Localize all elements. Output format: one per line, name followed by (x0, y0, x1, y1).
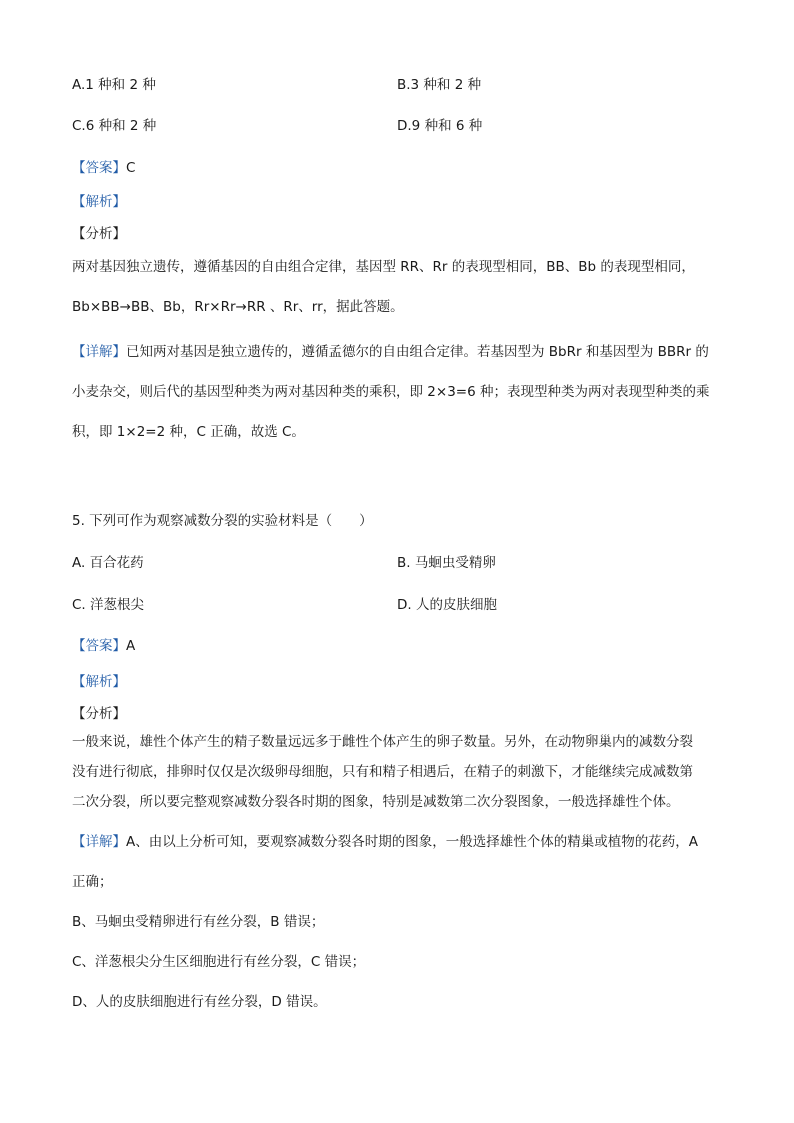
answer-value: A (126, 638, 136, 654)
answer-value: C (126, 160, 136, 176)
q4-fenxi-text (72, 247, 724, 327)
q5-option-d: D. 人的皮肤细胞 (397, 597, 497, 613)
q5-analysis-tag: 【解析】 (72, 674, 126, 690)
answer-tag: 【答案】 (72, 638, 126, 654)
q4-answer (72, 156, 135, 176)
answer-tag: 【答案】 (72, 160, 126, 176)
q5-detail-line: 【详解】A、由以上分析可知，要观察减数分裂各时期的图象，一般选择雄性个体的精巢或植物的花药，A (72, 834, 698, 850)
q5-detail-line: B、马蛔虫受精卵进行有丝分裂，B 错误； (72, 914, 325, 930)
q4-detail-line: 积，即 1×2=2 种，C 正确，故选 C。 (72, 424, 305, 440)
q5-answer (72, 634, 135, 654)
q4-option-a: A.1 种和 2 种 (72, 77, 156, 93)
q5-detail-line: C、洋葱根尖分生区细胞进行有丝分裂，C 错误； (72, 954, 366, 970)
detail-tag: 【详解】 (72, 344, 126, 360)
q4-option-b: B.3 种和 2 种 (397, 77, 482, 93)
q4-fenxi-line: Bb×BB→BB、Bb，Rr×Rr→RR 、Rr、rr，据此答题。 (72, 299, 404, 315)
q5-fenxi-line: 没有进行彻底，排卵时仅仅是次级卵母细胞，只有和精子相遇后，在精子的刺激下，才能继续完成减数第 (72, 764, 693, 780)
q4-detail (72, 332, 724, 452)
q5-option-b: B. 马蛔虫受精卵 (397, 555, 496, 571)
q4-detail-line: 小麦杂交，则后代的基因型种类为两对基因种类的乘积，即 2×3=6 种；表现型种类为两对表现型种类的乘 (72, 384, 710, 400)
q5-fenxi-line: 二次分裂，所以要完整观察减数分裂各时期的图象，特别是减数第二次分裂图象，一般选择雄性个体。 (72, 794, 680, 810)
q5-fenxi-line: 一般来说，雄性个体产生的精子数量远远多于雌性个体产生的卵子数量。另外，在动物卵巢内的减数分裂 (72, 734, 693, 750)
q4-detail-line: 【详解】已知两对基因是独立遗传的，遵循孟德尔的自由组合定律。若基因型为 BbRr 和基因型为 BBRr 的 (72, 344, 709, 360)
q5-fenxi-tag: 【分析】 (72, 706, 126, 722)
q4-option-d: D.9 种和 6 种 (397, 118, 483, 134)
q4-fenxi-line: 两对基因独立遗传，遵循基因的自由组合定律，基因型 RR、Rr 的表现型相同，BB、Bb 的表现型相同， (72, 259, 695, 275)
q5-question: 5. 下列可作为观察减数分裂的实验材料是（ ） (72, 513, 373, 529)
q5-option-c: C. 洋葱根尖 (72, 597, 145, 613)
q4-analysis-tag: 【解析】 (72, 194, 126, 210)
q4-option-c: C.6 种和 2 种 (72, 118, 157, 134)
q4-fenxi-tag: 【分析】 (72, 226, 126, 242)
q5-detail (72, 822, 724, 1022)
detail-tag: 【详解】 (72, 834, 126, 850)
q5-detail-line: 正确； (72, 874, 113, 890)
q5-fenxi-text (72, 727, 724, 817)
q5-option-a: A. 百合花药 (72, 555, 144, 571)
q5-detail-line: D、人的皮肤细胞进行有丝分裂，D 错误。 (72, 994, 327, 1010)
